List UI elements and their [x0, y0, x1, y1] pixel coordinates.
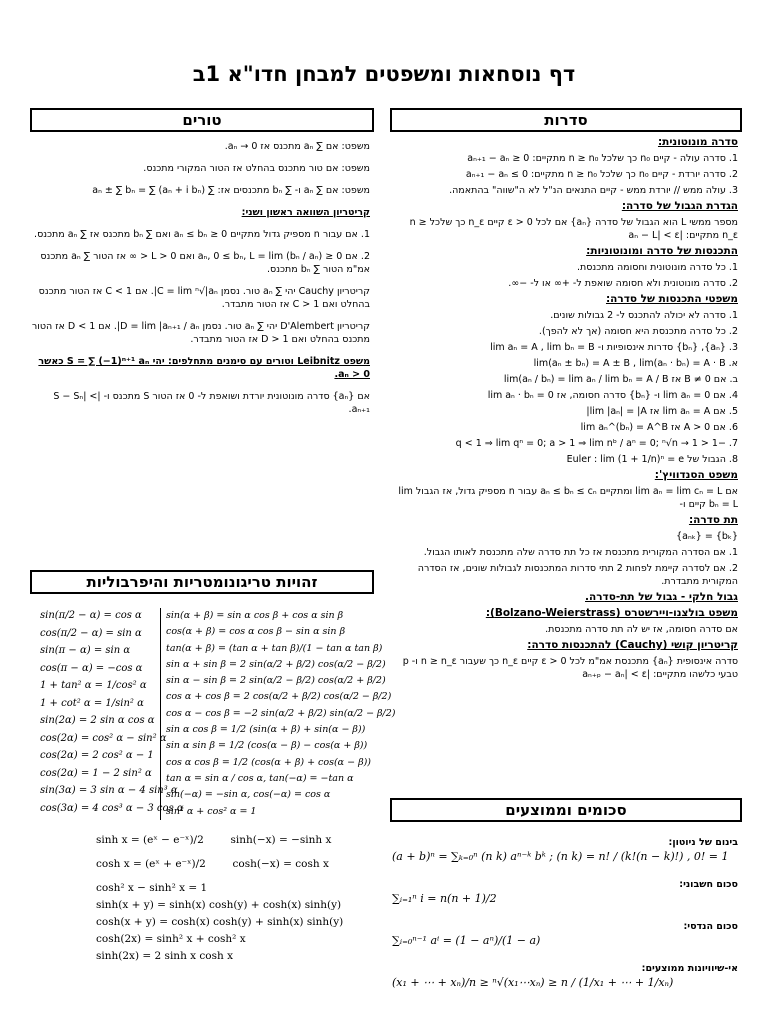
- sequence-item: 3. עולה ממש // יורדת ממש - קיים התנאים הנ"ל לא ה"שווה" בהתאמה.: [449, 185, 738, 196]
- trig-left-list: [40, 608, 184, 818]
- trig-identity: cos(2α) = cos² α − sin² α: [40, 732, 167, 744]
- section-title: משפטי התכנסות של סדרה:: [605, 293, 738, 305]
- sum-label: בינום של ניוטון:: [668, 837, 738, 848]
- hyperbolic-identity: cosh x = (eˣ + e⁻ˣ)/2 cosh(−x) = cosh x: [96, 858, 329, 870]
- sum-label: סכום הנדסי:: [683, 921, 738, 932]
- sum-formula: (a + b)ⁿ = ∑ₖ₌₀ⁿ (n k) aⁿ⁻ᵏ bᵏ ; (n k) = n! / (k!(n − k)!) , 0! = 1: [392, 850, 729, 863]
- trig-identity: cos(π/2 − α) = sin α: [40, 627, 142, 639]
- trig-identity: sin α + sin β = 2 sin(α/2 + β/2) cos(α/2 − β/2): [166, 658, 386, 670]
- section-title: משפט בולצנו-ויירשטרס (Bolzano-Weierstrass):: [485, 607, 738, 619]
- trig-identity: tan(α + β) = (tan α + tan β)/(1 − tan α tan β): [166, 642, 383, 654]
- sum-row: [392, 920, 738, 948]
- trig-identity: sin(π − α) = sin α: [40, 645, 131, 656]
- trig-identity: cos(3α) = 4 cos³ α − 3 cos α: [40, 802, 184, 814]
- series-item: משפט: אם ∑ aₙ מתכנס אז aₙ → 0.: [224, 141, 370, 152]
- series-item: 1. אם עבור n מספיק גדול מתקיים 0 ≤ aₙ ≤ bₙ ואם ∑ bₙ מתכנס אז ∑ aₙ מתכנס.: [34, 229, 370, 240]
- section-title: התכנסות של סדרה ומונוטוניות:: [586, 245, 738, 257]
- sequence-item: 1. סדרה עולה - קיים n₀ כך שלכל n ≥ n₀ מתקיים: aₙ₊₁ − aₙ ≥ 0: [467, 153, 738, 164]
- section-title: סדרה מונוטונית:: [657, 136, 738, 148]
- trig-identity: sin α cos β = 1/2 (sin(α + β) + sin(α − β)): [166, 724, 366, 736]
- sequence-item: 8. הגבול של Euler : lim (1 + 1/n)ⁿ = e: [566, 454, 738, 465]
- sequence-item: 4. אם lim aₙ = 0 ו- {bₙ} סדרה חסומה, אז lim aₙ · bₙ = 0: [487, 390, 738, 401]
- section-title: משפט הסנדוויץ':: [654, 469, 738, 481]
- trig-identity: cos(α + β) = cos α cos β − sin α sin β: [166, 626, 346, 638]
- sequences-header: סדרות: [390, 108, 742, 132]
- series-item: 2. אם 0 ≤ aₙ, 0 ≤ bₙ, L = lim (bₙ / aₙ) ואם 0 < L < ∞ אז הטור ∑ aₙ מתכנס אמ"מ הטור ∑ bₙ מתכנס.: [40, 251, 370, 275]
- trig-divider: [160, 608, 161, 820]
- page-title: דף נוסחאות ומשפטים למבחן חדו"א 1ב: [192, 62, 576, 86]
- hyperbolic-identity: cosh² x − sinh² x = 1: [96, 882, 208, 894]
- sequence-item: 6. אם A > 0 אז lim aₙ^(bₙ) = A^B: [580, 422, 738, 433]
- hyperbolic-identity: cosh(2x) = sinh² x + cosh² x: [96, 933, 246, 945]
- section-title: תת סדרה:: [688, 514, 738, 526]
- sequence-item: א. lim(aₙ ± bₙ) = A ± B , lim(aₙ · bₙ) = A · B: [533, 358, 738, 369]
- trig-identity: sin² α + cos² α = 1: [166, 805, 257, 817]
- section-title: הגדרת הגבול של סדרה:: [621, 200, 738, 212]
- series-item: קריטריון השוואה ראשון ושני:: [241, 207, 370, 218]
- sum-row: [392, 878, 738, 906]
- trig-identity: cos α − cos β = −2 sin(α/2 + β/2) sin(α/2 − β/2): [166, 707, 396, 719]
- section-title: גבול חלקי - גבול של תת-סדרה.: [585, 591, 738, 603]
- series-item: משפט: אם טור מתכנס בהחלט אז הטור המקורי מתכנס.: [143, 163, 370, 174]
- trig-identity: cos(π − α) = −cos α: [40, 662, 143, 674]
- sum-formula: ∑ᵢ₌₀ⁿ⁻¹ aⁱ = (1 − aⁿ)/(1 − a): [392, 934, 541, 947]
- trig-identity: sin(α + β) = sin α cos β + cos α sin β: [166, 610, 344, 621]
- trig-identity: sin(3α) = 3 sin α − 4 sin³ α: [40, 785, 178, 796]
- sequence-item: {bₖ} = {aₙₖ}: [676, 531, 738, 542]
- sum-row: [392, 836, 738, 864]
- series-item: קריטריון Cauchy יהי ∑ aₙ טור. נסמן C = lim ⁿ√|aₙ|. אם C < 1 אז הטור מתכנס בהחלט ואם C > 1 אז הטור מתבדר.: [38, 286, 370, 310]
- sequence-item: סדרה אינסופית {aₙ} מתכנסת אמ"מ לכל ε > 0 קיים n_ε כך שעבור n ≥ n_ε ו- p טבעי כלשהו מתקיים: |aₙ₊ₚ − aₙ| < ε: [402, 656, 738, 680]
- trig-identity: cos α + cos β = 2 cos(α/2 + β/2) cos(α/2 − β/2): [166, 691, 392, 703]
- hyperbolic-identity: sinh(x + y) = sinh(x) cosh(y) + cosh(x) sinh(y): [96, 899, 342, 911]
- sequence-item: 3. {aₙ}, {bₙ} סדרות אינסופיות ו- lim aₙ = A , lim bₙ = B: [490, 342, 738, 353]
- trig-identity: 1 + tan² α = 1/cos² α: [40, 680, 147, 691]
- sequence-item: 7. −1 < q < 1 ⇒ lim qⁿ = 0; a > 1 ⇒ lim nᵇ / aⁿ = 0; ⁿ√n → 1: [455, 438, 738, 449]
- series-item: אם {aₙ} סדרה מונוטונית יורדת ושואפת ל- 0 אז הטור S מתכנס ו- |S − Sₙ| < aₙ₊₁.: [53, 391, 370, 415]
- sequence-item: ב. אם B ≠ 0 אז lim(aₙ / bₙ) = lim aₙ / lim bₙ = A / B: [503, 374, 738, 385]
- sequence-item: 1. סדרה לא יכולה להתכנס ל- 2 גבולות שונים.: [550, 310, 738, 321]
- series-item: קריטריון D'Alembert יהי ∑ aₙ טור. נסמן D = lim |aₙ₊₁ / aₙ|. אם D < 1 אז הטור מתכנס בהחלט ואם D > 1 אז הטור מתבדר.: [31, 321, 370, 345]
- trig-header: זהויות טריגונומטריות והיפרבוליות: [30, 570, 374, 594]
- sequence-item: אם lim aₙ = lim cₙ = L ומתקיים aₙ ≤ bₙ ≤ cₙ עבור n מספיק גדול, אז הגבול lim bₙ = L קיים ו-: [398, 486, 738, 510]
- hyperbolic-identity: sinh x = (eˣ − e⁻ˣ)/2 sinh(−x) = −sinh x: [96, 834, 332, 846]
- sequence-item: 1. כל סדרה מונוטונית וחסומה מתכנסת.: [576, 262, 738, 273]
- hyperbolic-identity: cosh(x + y) = cosh(x) cosh(y) + sinh(x) sinh(y): [96, 916, 344, 928]
- sums-header: סכומים וממוצעים: [390, 798, 742, 822]
- sequence-item: 2. סדרה מונוטונית ולא חסומה שואפת ל- +∞ או ל- −∞.: [508, 278, 738, 289]
- sequence-item: 5. אם lim aₙ = A אז lim |aₙ| = |A|: [586, 406, 738, 417]
- sum-label: אי-שיוויונות ממוצעים:: [641, 963, 738, 974]
- trig-identity: sin α − sin β = 2 sin(α/2 − β/2) cos(α/2 + β/2): [166, 675, 386, 687]
- sequence-item: 2. אם לסדרה קיימת לפחות 2 תתי סדרות המתכנסות לגבולות שונים, אז הסדרה המקורית מתבדרת.: [417, 563, 738, 587]
- sequence-item: 2. כל סדרה מתכנסת היא חסומה (אך לא להפך).: [538, 326, 738, 337]
- trig-identity: cos α cos β = 1/2 (cos(α + β) + cos(α − β)): [166, 756, 371, 768]
- trig-identity: cos(2α) = 1 − 2 sin² α: [40, 767, 152, 779]
- sequence-item: 2. סדרה יורדת - קיים n₀ כך שלכל n ≥ n₀ מתקיים: aₙ₊₁ − aₙ ≤ 0: [465, 169, 738, 180]
- series-item: משפט Leibnitz וטורים עם סימנים מתחלפים: יהי S = ∑ (−1)ⁿ⁺¹ aₙ כאשר aₙ > 0.: [38, 356, 370, 380]
- trig-identity: sin(2α) = 2 sin α cos α: [40, 715, 155, 726]
- sequence-item: מספר ממשי L הוא הגבול של סדרה {aₙ} אם לכל ε > 0 קיים n_ε כך שלכל n ≥ n_ε מתקיים: |aₙ − L| < ε: [409, 217, 738, 241]
- trig-identity: tan α = sin α / cos α, tan(−α) = −tan α: [166, 772, 354, 784]
- trig-identity: sin(π/2 − α) = cos α: [40, 610, 142, 621]
- section-title: קריטריון קושי (Cauchy) להתכנסות סדרה:: [527, 639, 738, 651]
- sequence-item: אם סדרה חסומה, אז יש לה תת סדרה מתכנסת.: [545, 624, 738, 635]
- series-header: טורים: [30, 108, 374, 132]
- trig-identity: sin α sin β = 1/2 (cos(α − β) − cos(α + β)): [166, 740, 368, 752]
- series-column: [30, 140, 370, 425]
- sequences-column: [392, 136, 738, 684]
- sum-row: [392, 962, 738, 990]
- hyperbolic-identity: sinh(2x) = 2 sinh x cosh x: [96, 950, 234, 962]
- sequence-item: 1. אם הסדרה המקורית מתכנסת אז כל תת סדרה שלה מתכנסת לאותו הגבול.: [423, 547, 738, 558]
- trig-identity: 1 + cot² α = 1/sin² α: [40, 697, 144, 709]
- sum-formula: ∑ᵢ₌₁ⁿ i = n(n + 1)/2: [392, 892, 497, 905]
- series-item: משפט: אם ∑ aₙ ו- ∑ bₙ מתכנסים אז: ∑ aₙ ± ∑ bₙ = ∑ (aₙ + i bₙ): [92, 185, 370, 196]
- sum-label: סכום חשבוני:: [679, 879, 738, 890]
- sum-formula: (x₁ + ⋯ + xₙ)/n ≥ ⁿ√(x₁⋯xₙ) ≥ n / (1/x₁ + ⋯ + 1/xₙ): [392, 976, 674, 989]
- sums-list: [392, 836, 738, 1004]
- trig-right-list: [166, 608, 396, 820]
- hyperbolic-list: [96, 832, 386, 965]
- trig-identity: sin(−α) = −sin α, cos(−α) = cos α: [166, 789, 331, 801]
- trig-identity: cos(2α) = 2 cos² α − 1: [40, 750, 154, 761]
